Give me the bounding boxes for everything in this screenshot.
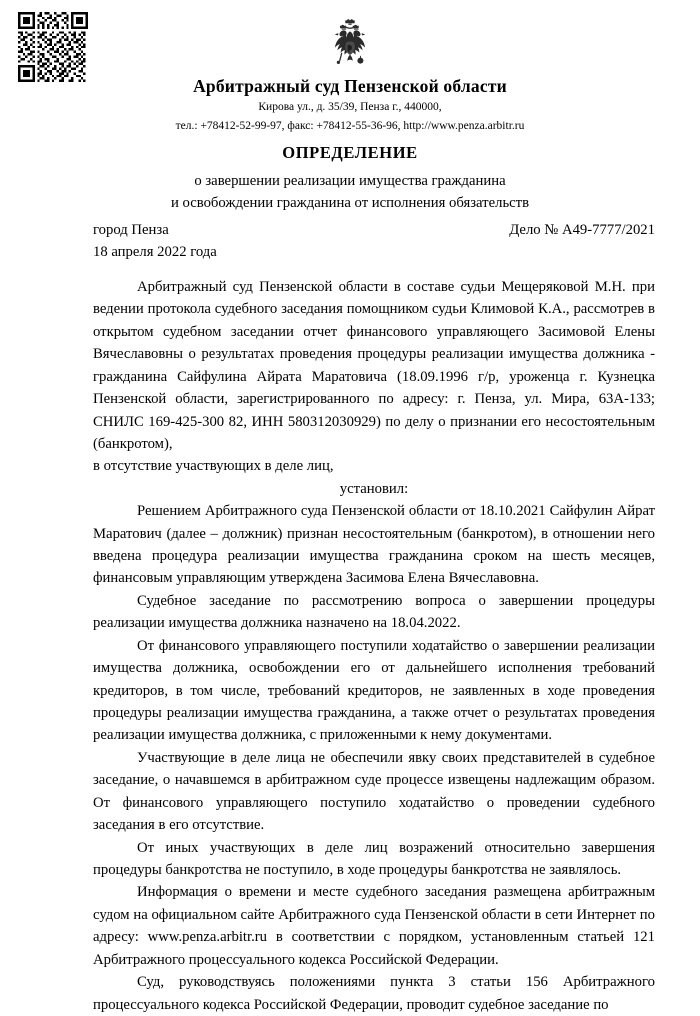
russian-coat-of-arms-icon bbox=[0, 18, 700, 79]
paragraph: в отсутствие участвующих в деле лиц, bbox=[93, 458, 334, 475]
paragraph: Суд, руководствуясь положениями пункта 3 статьи 156 Арбитражного процессуального кодекса Российской Федерации, проводит судебное заседание по bbox=[93, 974, 655, 1013]
paragraph: Судебное заседание по рассмотрению вопроса о завершении процедуры реализации имущества должника назначено на 18.04.2022. bbox=[93, 592, 655, 632]
paragraph: От иных участвующих в деле лиц возражений относительно завершения процедуры банкротства не поступило, в ходе процедуры банкротства не заявлялось. bbox=[93, 839, 655, 878]
title-block bbox=[70, 143, 630, 214]
court-name: Арбитражный суд Пензенской области bbox=[193, 76, 507, 96]
paragraph: От финансового управляющего поступили ходатайство о завершении реализации имущества должника, освобождении его от дальнейшего исполнения требований кредиторов, в том числе, требований кредиторов, не заявленных в ходе проведения процедуры реализации имущества гражданина, а также отчет о результатах проведения реализации имущества должника, с приложенными к нему документами. bbox=[93, 637, 655, 744]
paragraph: Участвующие в деле лица не обеспечили явку своих представителей в судебное заседание, о начавшемся в арбитражном суде процессе извещены надлежащим образом. От финансового управляющего поступило ходатайство о проведении судебного заседания в его отсутствие. bbox=[93, 749, 655, 834]
document-title: ОПРЕДЕЛЕНИЕ bbox=[282, 143, 418, 162]
document-body bbox=[93, 276, 655, 1016]
paragraph: Арбитражный суд Пензенской области в составе судьи Мещеряковой М.Н. при ведении протокола судебного заседания помощником судьи Климовой К.А., рассмотрев в открытом судебном заседании отчет финансового управляющего Засимовой Елены Вячеславовны о результатах проведения процедуры реализации имущества должника - гражданина Сайфулина Айрата Маратовича (18.09.1996 г/р, уроженца г. Кузнецка Пензенской области, зарегистрированного по адресу: г. Пенза, ул. Мира, 63А-133; СНИЛС 169-425-300 82, ИНН 580312030929) по делу о признании его несостоятельным (банкротом), bbox=[93, 279, 655, 452]
case-number: Дело № А49-7777/2021 bbox=[509, 222, 655, 238]
city-label: город Пенза bbox=[93, 222, 169, 238]
established-heading: установил: bbox=[339, 480, 409, 497]
document-subtitle-line-2: и освобождении гражданина от исполнения обязательств bbox=[170, 195, 530, 212]
document-date: 18 апреля 2022 года bbox=[93, 244, 217, 261]
paragraph: Информация о времени и месте судебного заседания размещена арбитражным судом на официальном сайте Арбитражного суда Пензенской области в сети Интернет по адресу: www.penza.arbitr.ru в соответствии с порядком, установленным статьей 121 Арбитражного процессуального кодекса Российской Федерации. bbox=[93, 884, 655, 968]
court-address: Кирова ул., д. 35/39, Пенза г., 440000, bbox=[258, 101, 442, 113]
document-header bbox=[70, 76, 630, 134]
court-contacts: тел.: +78412-52-99-97, факс: +78412-55-36-96, http://www.penza.arbitr.ru bbox=[175, 119, 525, 132]
document-subtitle-line-1: о завершении реализации имущества гражданина bbox=[194, 173, 506, 189]
paragraph: Решением Арбитражного суда Пензенской области от 18.10.2021 Сайфулин Айрат Маратович (далее – должник) признан несостоятельным (банкротом), в отношении него введена процедура реализации имущества гражданина сроком на шесть месяцев, финансовым управляющим утверждена Засимова Елена Вячеславовна. bbox=[93, 503, 655, 587]
document-meta bbox=[93, 219, 655, 263]
